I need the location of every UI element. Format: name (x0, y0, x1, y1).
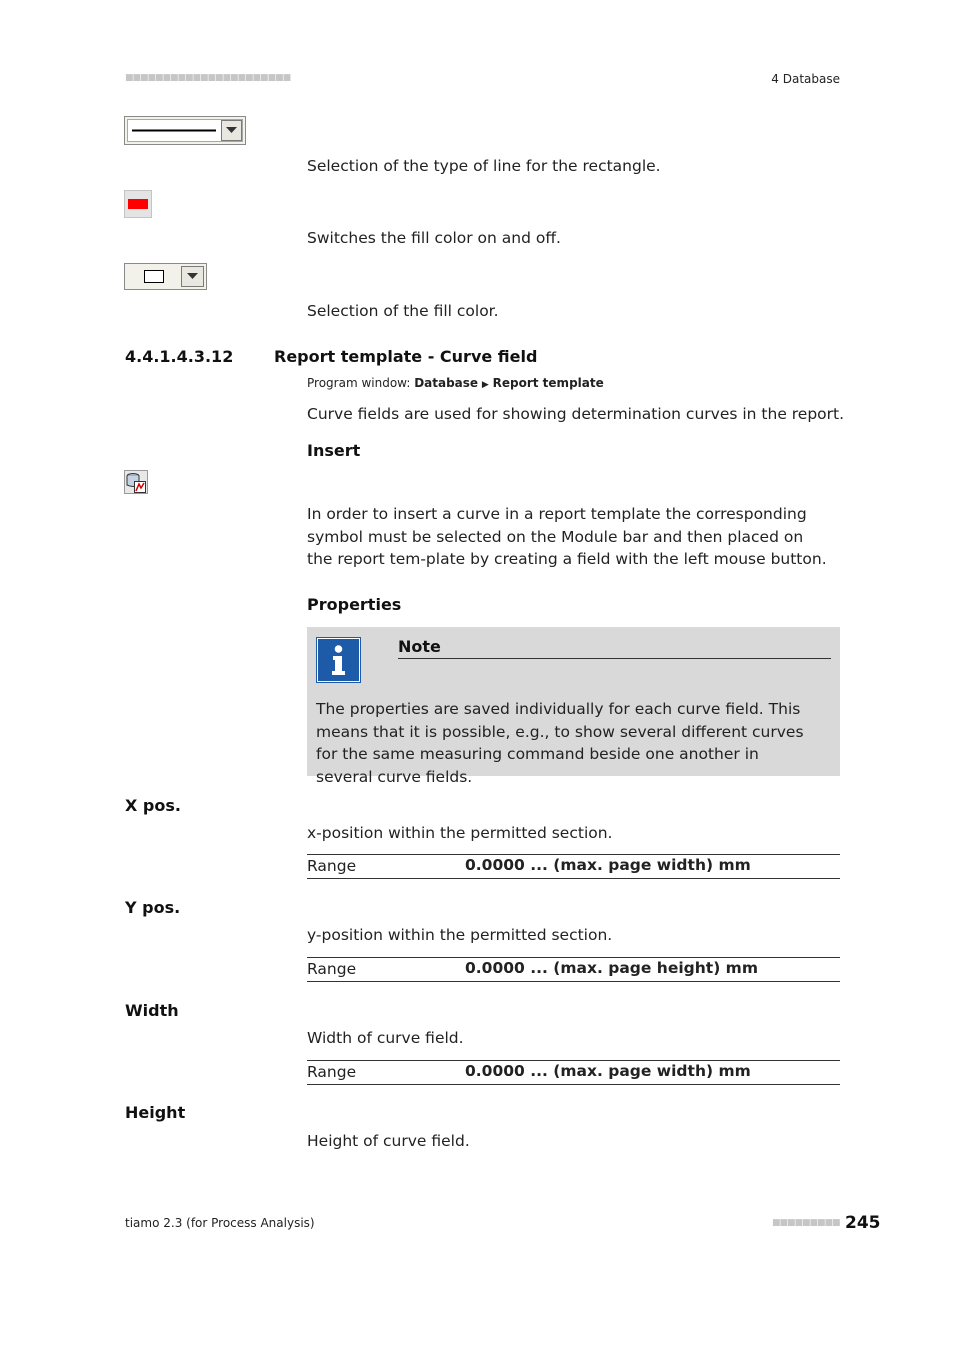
page-number: 245 (845, 1213, 881, 1233)
note-divider (398, 658, 831, 659)
range-row-width (307, 1060, 840, 1085)
property-description-height: Height of curve field. (307, 1132, 470, 1150)
info-icon (316, 637, 361, 683)
property-name-x-pos: X pos. (125, 796, 181, 815)
range-row-x-pos (307, 854, 840, 879)
fill-color-toggle-icon (124, 190, 152, 218)
fill-color-description: Selection of the fill color. (307, 302, 499, 320)
section-title: Report template - Curve field (274, 347, 538, 366)
note-text: The properties are saved individually for each curve field. This means that it is possible, e.g., to show several different curves for the same measuring command beside one another in several curve fields. (316, 700, 804, 786)
property-description-x-pos: x-position within the permitted section. (307, 824, 613, 842)
line-type-combo-icon (124, 116, 246, 145)
range-value: 0.0000 ... (max. page width) mm (465, 856, 751, 874)
property-name-height: Height (125, 1103, 186, 1122)
breadcrumb-prefix: Program window: (307, 376, 415, 390)
range-value: 0.0000 ... (max. page width) mm (465, 1062, 751, 1080)
note-box (307, 627, 840, 786)
range-label: Range (307, 857, 357, 875)
line-type-description: Selection of the type of line for the rectangle. (307, 157, 661, 175)
range-row-y-pos (307, 957, 840, 982)
section-intro: Curve fields are used for showing determination curves in the report. (307, 405, 845, 423)
curve-field-icon (124, 470, 148, 494)
property-description-width: Width of curve field. (307, 1029, 464, 1047)
insert-text: In order to insert a curve in a report template the corresponding symbol must be selected on the Module bar and then placed on the report tem-plate by creating a field with the left mouse button. (307, 505, 827, 568)
footer-decoration: ■■■■■■■■■ (772, 1218, 840, 1228)
fill-toggle-description: Switches the fill color on and off. (307, 229, 561, 247)
footer-product: tiamo 2.3 (for Process Analysis) (125, 1216, 315, 1230)
breadcrumb-report-template: Report template (492, 376, 604, 390)
insert-heading: Insert (307, 441, 361, 460)
breadcrumb (307, 376, 604, 390)
property-name-width: Width (125, 1001, 179, 1020)
property-name-y-pos: Y pos. (125, 898, 181, 917)
breadcrumb-database: Database (414, 376, 479, 390)
fill-color-combo-icon (124, 263, 207, 290)
chapter-label: 4 Database (771, 72, 840, 86)
section-number: 4.4.1.4.3.12 (125, 347, 234, 366)
range-value: 0.0000 ... (max. page height) mm (465, 959, 758, 977)
range-label: Range (307, 960, 357, 978)
properties-heading: Properties (307, 595, 402, 614)
property-description-y-pos: y-position within the permitted section. (307, 926, 613, 944)
header-decoration: ■■■■■■■■■■■■■■■■■■■■■■ (125, 73, 291, 83)
breadcrumb-arrow-icon: ▶ (481, 380, 489, 390)
note-title: Note (398, 637, 441, 656)
range-label: Range (307, 1063, 357, 1081)
